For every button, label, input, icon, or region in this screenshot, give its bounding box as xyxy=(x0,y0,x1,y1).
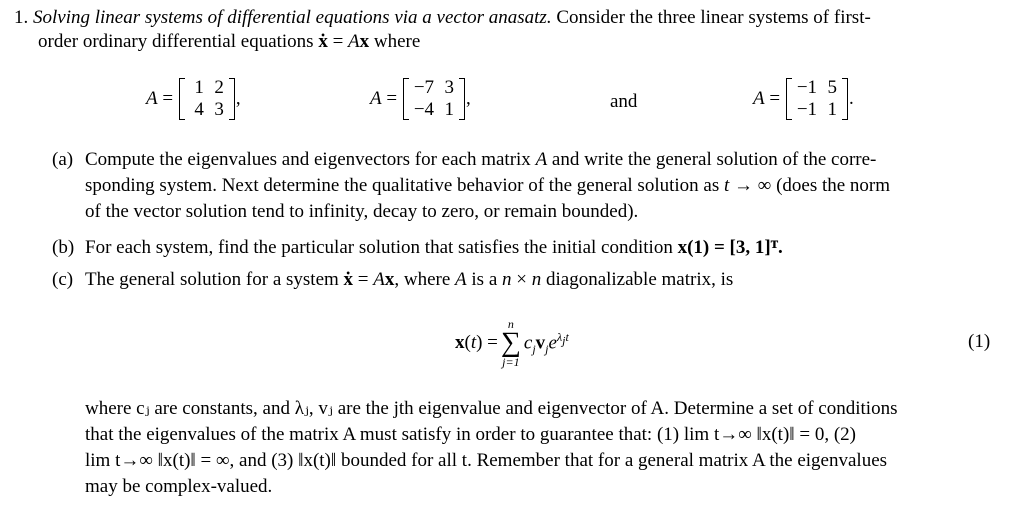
m2-cell-1-0: −4 xyxy=(413,99,435,120)
part-c-para-line2: that the eigenvalues of the matrix A must satisfy in order to guarantee that: (1) lim t→∞ ‖x(t)‖ = 0, (2) xyxy=(85,424,856,445)
part-b-text: For each system, find the particular solution that satisfies the initial condition x(1) = [3, 1]ᵀ. xyxy=(85,237,783,258)
m1-cell-1-0: 4 xyxy=(194,99,204,120)
part-c-para-line3: lim t→∞ ‖x(t)‖ = ∞, and (3) ‖x(t)‖ bounded for all t. Remember that for a general matrix A the eigenvalues xyxy=(85,450,888,471)
part-c-para-line1: where cⱼ are constants, and λⱼ, vⱼ are the jth eigenvalue and eigenvector of A. Determine a set of conditions xyxy=(85,398,898,419)
problem-intro-a: Consider the three linear systems of first- xyxy=(556,7,871,28)
m3-cell-0-0: −1 xyxy=(796,77,818,98)
equation-number: (1) xyxy=(968,331,991,352)
part-a-line3: of the vector solution tend to infinity, decay to zero, or remain bounded). xyxy=(85,201,639,222)
matrix-1: A = 1 2 4 3 , xyxy=(146,77,241,120)
m2-cell-0-0: −7 xyxy=(413,77,435,98)
m3-cell-1-0: −1 xyxy=(796,99,818,120)
problem-number: 1. xyxy=(14,7,29,28)
part-c-label: (c) xyxy=(52,269,74,290)
m1-cell-1-1: 3 xyxy=(214,99,224,120)
equation-1: x ( t ) = n ∑ j=1 $c_jv_je^{\lambda_jt}$ xyxy=(455,317,569,369)
part-a-line1: Compute the eigenvalues and eigenvectors for each matrix A and write the general solution of the corre- xyxy=(85,149,877,170)
part-a-line2: sponding system. Next determine the qualitative behavior of the general solution as t → ∞ (does the norm xyxy=(85,175,891,196)
problem-heading xyxy=(14,6,871,30)
matrix-3: A = −1 5 −1 1 . xyxy=(753,77,854,120)
and-label: and xyxy=(610,91,638,112)
matrix-2: A = −7 3 −4 1 , xyxy=(370,77,471,120)
sum-symbol: n ∑ j=1 xyxy=(500,317,521,369)
part-c-text: The general solution for a system ẋ = Ax, where A is a n × n diagonalizable matrix, is xyxy=(85,269,734,290)
m3-cell-1-1: 1 xyxy=(827,99,838,120)
part-a-label: (a) xyxy=(52,149,74,170)
problem-intro-line2: order ordinary differential equations ẋ = Ax where xyxy=(38,31,421,52)
part-c-para-line4: may be complex-valued. xyxy=(85,476,273,497)
problem-title: Solving linear systems of differential equations via a vector anasatz. xyxy=(33,7,552,28)
m3-cell-0-1: 5 xyxy=(827,77,838,98)
m1-cell-0-1: 2 xyxy=(214,77,224,98)
problem-intro-c: where xyxy=(373,31,421,52)
part-b-label: (b) xyxy=(52,237,75,258)
problem-intro-b: order ordinary differential equations xyxy=(38,31,314,52)
m2-cell-1-1: 1 xyxy=(444,99,455,120)
m2-cell-0-1: 3 xyxy=(444,77,455,98)
m1-cell-0-0: 1 xyxy=(194,77,204,98)
